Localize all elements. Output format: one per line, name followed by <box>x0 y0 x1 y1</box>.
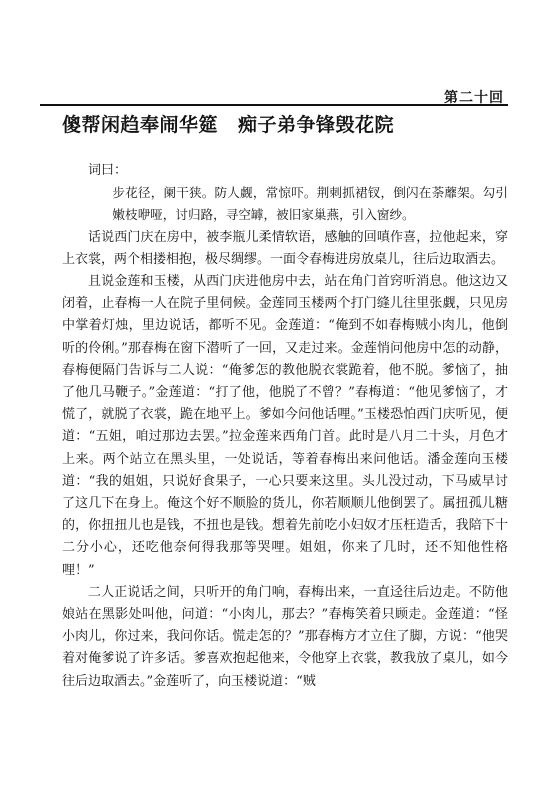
body-text <box>62 160 508 693</box>
ci-label: 词曰： <box>88 163 128 178</box>
chapter-title <box>62 110 394 137</box>
title-part-2: 痴子弟争锋毁花院 <box>238 114 395 136</box>
paragraph-2: 且说金莲和玉楼，从西门庆进他房中去，站在角门首窍听消息。他这边又闭着，止春梅一人在院子里伺候。金莲同玉楼两个打门缝儿往里张觑，只见房中掌着灯烛，里边说话，都听不见。金莲道：“俺到不如春梅贼小肉儿，他倒听的伶俐。”那春梅在窗下潜听了一回，又走过来。金莲悄问他房中怎的动静，春梅便隔门告诉与二人说：“俺爹怎的教他脱衣裳跪着，他不脱。爹恼了，抽了他几马鞭子。”金莲道：“打了他，他脱了不曾？”春梅道：“他见爹恼了，才慌了，就脱了衣裳，跪在地平上。爹如今问他话哩。”玉楼恐怕西门庆听见，便道：“五姐，咱过那边去罢。”拉金莲来西角门首。此时是八月二十头，月色才上来。两个站立在黑头里，一处说话，等着春梅出来问他话。潘金莲向玉楼道：“我的姐姐，只说好食果子，一心只要来这里。头儿没过动，下马威早讨了这几下在身上。俺这个好不顺脸的货儿，你若顺顺儿他倒罢了。属扭孤儿糖的，你扭扭儿也是钱，不扭也是钱。想着先前吃小妇奴才压枉造舌，我陪下十二分小心，还吃他奈何得我那等哭哩。姐姐，你来了几时，还不知他性格哩！” <box>62 274 508 578</box>
title-part-1: 傻帮闲趋奉闹华筵 <box>62 114 219 136</box>
paragraph-1: 话说西门庆在房中，被李瓶儿柔情软语，感触的回嗔作喜，拉他起来，穿上衣裳，两个相搂相抱，极尽绸缪。一面令春梅进房放桌儿，往后边取酒去。 <box>62 229 508 267</box>
paragraph-3: 二人正说话之间，只听开的角门响，春梅出来，一直迳往后边走。不防他娘站在黑影处叫他，问道：“小肉儿，那去？”春梅笑着只顾走。金莲道：“怪小肉儿，你过来，我问你话。慌走怎的？”那春梅方才立住了脚，方说：“他哭着对俺爹说了许多话。爹喜欢抱起他来，令他穿上衣裳，教我放了桌儿，如今往后边取酒去。”金莲听了，向玉楼说道：“贼 <box>62 584 508 689</box>
header-rule <box>40 104 508 106</box>
verse-block: 步花径，阑干狭。防人觑，常惊吓。荆刺抓裙钗，倒闪在荼蘼架。勾引嫩枝咿哑，讨归路，寻空罅，被旧家巢燕，引入窗纱。 <box>112 185 508 223</box>
chapter-label: 第二十回 <box>444 90 504 106</box>
